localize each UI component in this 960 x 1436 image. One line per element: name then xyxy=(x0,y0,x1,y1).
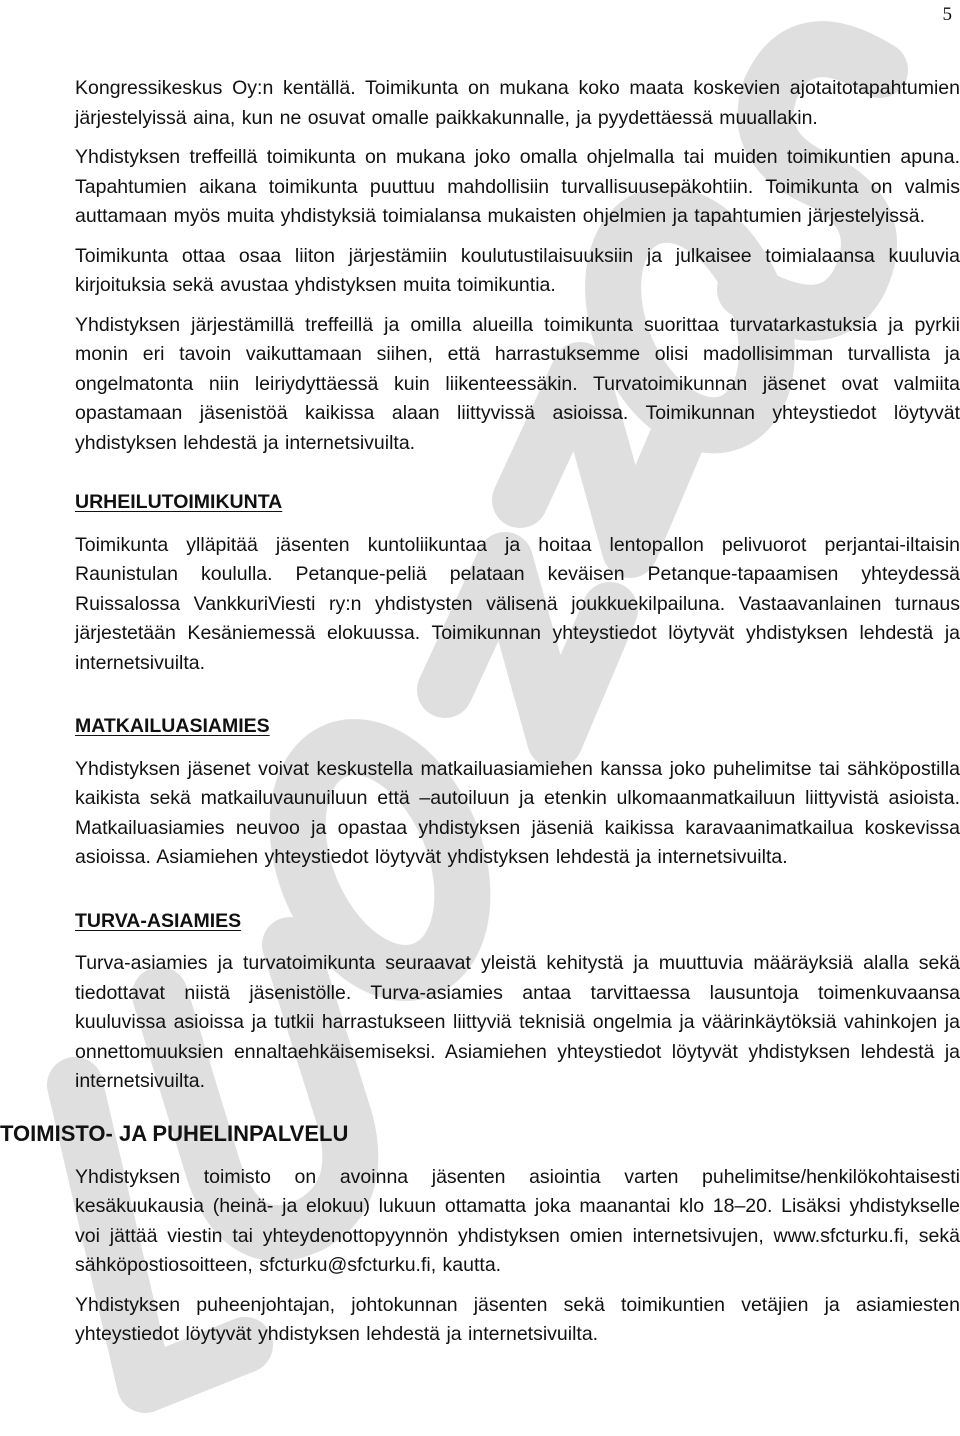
paragraph-treffit: Yhdistyksen treffeillä toimikunta on mukana joko omalla ohjelmalla tai muiden toimikuntien apuna. Tapahtumien aikana toimikunta puuttuu mahdollisiin turvallisuusepäkohtiin. Toimikunta on valmis auttamaan myös muita yhdistyksiä toimialansa mukaisten ohjelmien ja tapahtumien järjestelyissä. xyxy=(75,146,960,227)
paragraph-matkailuasiamies: Yhdistyksen jäsenet voivat keskustella matkailuasiamiehen kanssa joko puhelimitse tai sähköpostilla kaikista sekä matkailuvaunuiluun että –autoiluun ja etenkin ulkomaanmatkailuun liittyvistä asioista. Matkailuasiamies neuvoo ja opastaa yhdistyksen jäseniä kaikissa karavaanimatkailua koskevissa asioissa. Asiamiehen yhteystiedot löytyvät yhdistyksen lehdestä ja internetsivuilta. xyxy=(75,757,960,868)
page-number: 5 xyxy=(942,4,952,25)
paragraph-turvatarkastukset: Yhdistyksen järjestämillä treffeillä ja omilla alueilla toimikunta suorittaa turvatarkastuksia ja pyrkii monin eri tavoin vaikuttamaan siihen, että harrastuksemme olisi madollisimman turvallista ja ongelmatonta niin leiriydyttäessä kuin liikenteessäkin. Turvatoimikunnan jäsenet ovat valmiita opastamaan jäsenistöä kaikissa alaan liittyvissä asioissa. Toimikunnan yhteystiedot löytyvät yhdistyksen lehdestä ja internetsivuilta. xyxy=(75,313,960,454)
document-body xyxy=(0,74,960,1360)
heading-toimisto-ja-puhelinpalvelu: TOIMISTO- JA PUHELINPALVELU xyxy=(0,1120,349,1146)
paragraph-turva-asiamies: Turva-asiamies ja turvatoimikunta seuraavat yleistä kehitystä ja muuttuvia määräyksiä alalla sekä tiedottavat niistä jäsenistölle. Turva-asiamies antaa tarvittaessa lausuntoja toimenkuvaansa kuuluvissa asioissa ja tutkii harrastukseen liittyviä teknisiä ongelmia ja väärinkäytöksiä vahinkojen ja onnettomuuksien ennaltaehkäisemiseksi. Asiamiehen yhteystiedot löytyvät yhdistyksen lehdestä ja internetsivuilta. xyxy=(75,952,960,1092)
heading-turva-asiamies: TURVA-ASIAMIES xyxy=(75,909,242,932)
paragraph-yhteystiedot: Yhdistyksen puheenjohtajan, johtokunnan jäsenten sekä toimikuntien vetäjien ja asiamiesten yhteystiedot löytyvät yhdistyksen lehdestä ja internetsivuilta. xyxy=(75,1293,960,1345)
paragraph-ajotaito: Kongressikeskus Oy:n kentällä. Toimikunta on mukana koko maata koskevien ajotaitotapahtumien järjestelyissä aina, kun ne osuvat omalle paikkakunnalle, ja pyydettäessä muuallakin. xyxy=(75,77,960,129)
paragraph-urheilutoimikunta: Toimikunta ylläpitää jäsenten kuntoliikuntaa ja hoitaa lentopallon pelivuorot perjantai-iltaisin Raunistulan koululla. Petanque-peliä pelataan keväisen Petanque-tapaamisen yhteydessä Ruissalossa VankkuriViesti ry:n yhdistysten välisenä joukkuekilpailuna. Vastaavanlainen turnaus järjestetään Kesäniemessä elokuussa. Toimikunnan yhteystiedot löytyvät yhdistyksen lehdestä ja internetsivuilta. xyxy=(75,533,960,674)
heading-matkailuasiamies: MATKAILUASIAMIES xyxy=(75,715,270,737)
paragraph-koulutus: Toimikunta ottaa osaa liiton järjestämiin koulutustilaisuuksiin ja julkaisee toimialaansa kuuluvia kirjoituksia sekä avustaa yhdistyksen muita toimikuntia. xyxy=(75,244,960,296)
heading-urheilutoimikunta: URHEILUTOIMIKUNTA xyxy=(75,491,283,513)
paragraph-toimisto: Yhdistyksen toimisto on avoinna jäsenten asiointia varten puhelimitse/henkilökohtaisesti kesäkuukausia (heinä- ja elokuu) lukuun ottamatta joka maanantai klo 18–20. Lisäksi yhdistykselle voi jättää viestin tai yhteydenottopyynnön yhdistyksen omien internetsivujen, www.sfcturku.fi, sekä sähköpostiosoitteen, sfcturku@sfcturku.fi, kautta. xyxy=(75,1165,960,1276)
